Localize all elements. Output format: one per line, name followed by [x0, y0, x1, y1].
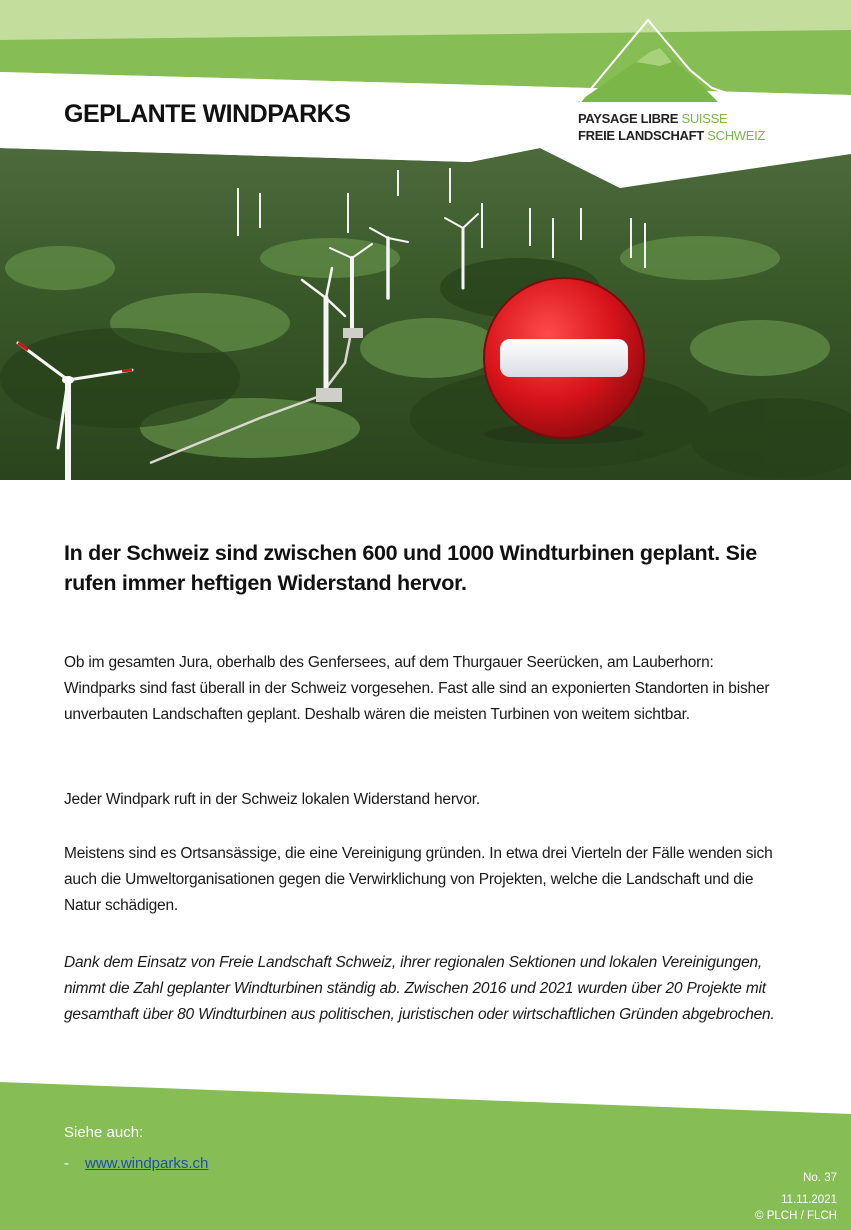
link-row: [64, 1155, 208, 1172]
logo-line2-green: SCHWEIZ: [707, 128, 766, 143]
logo-line1-green: SUISSE: [681, 111, 728, 126]
list-dash: -: [64, 1155, 69, 1172]
page-title: GEPLANTE WINDPARKS: [64, 100, 351, 128]
logo-line2-dark: FREIE LANDSCHAFT: [578, 128, 704, 143]
body-paragraph-2: Jeder Windpark ruft in der Schweiz lokalen Widerstand hervor.: [64, 791, 480, 808]
copyright-text: © PLCH / FLCH: [755, 1210, 837, 1222]
document-date: 11.11.2021: [781, 1194, 837, 1206]
body-paragraph-4: Dank dem Einsatz von Freie Landschaft Schweiz, ihrer regionalen Sektionen und lokalen Vereinigungen, nimmt die Zahl geplanter Windturbinen ständig ab. Zwischen 2016 und 2021 wurden über 20 Projekte mit gesamthaft über 80 Windturbinen aus politischen, juristischen oder wirtschaftlichen Gründen abgebrochen.: [64, 954, 775, 1023]
document-number: No. 37: [803, 1172, 837, 1184]
body-paragraph-1: Ob im gesamten Jura, oberhalb des Genfersees, auf dem Thurgauer Seerücken, am Lauberhorn: Windparks sind fast überall in der Schweiz vorgesehen. Fast alle sind an exponierten Standorten in bisher unverbauten Landschaften geplant. Deshalb wären die meisten Turbinen von weitem sichtbar.: [64, 654, 770, 723]
logo-line1-dark: PAYSAGE LIBRE: [578, 111, 679, 126]
windparks-link[interactable]: www.windparks.ch: [85, 1155, 209, 1172]
document-meta: [755, 1170, 837, 1224]
brand-logo-text: [578, 110, 765, 144]
body-paragraph-3: Meistens sind es Ortsansässige, die eine Vereinigung gründen. In etwa drei Vierteln der Fälle wenden sich auch die Umweltorganisationen gegen die Verwirklichung von Projekten, welche die Landschaft und die Natur schädigen.: [64, 845, 773, 914]
see-also-label: Siehe auch:: [64, 1124, 144, 1141]
lead-text: In der Schweiz sind zwischen 600 und 1000 Windturbinen geplant. Sie rufen immer heftigen Widerstand hervor.: [64, 541, 757, 595]
wind-farm-landscape-image: [0, 148, 851, 480]
